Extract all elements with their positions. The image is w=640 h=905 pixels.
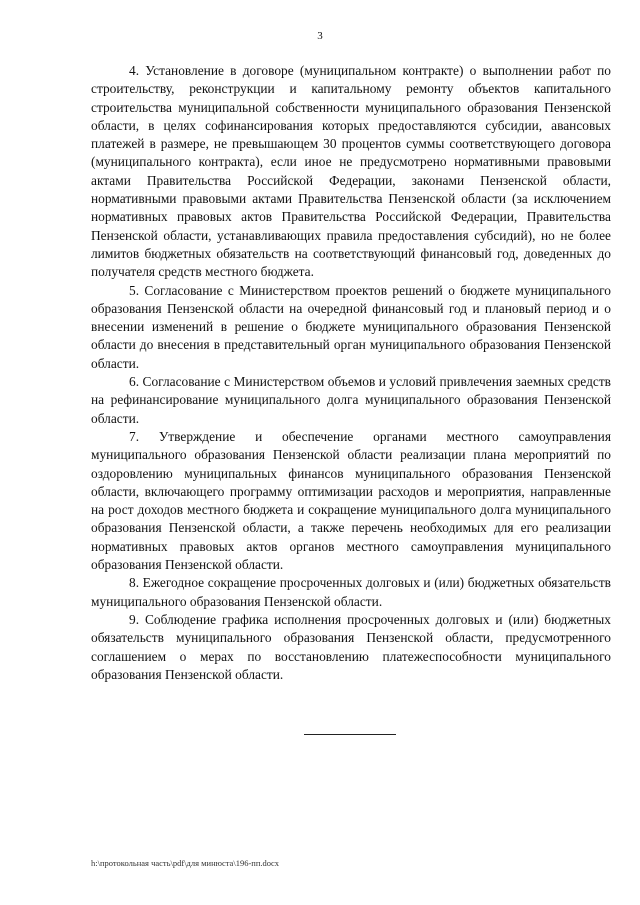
paragraph-item-9: 9. Соблюдение графика исполнения просроченных долговых и (или) бюджетных обязательств муниципального образования Пензенской области, предусмотренного соглашением о мерах по восстановлению платежеспособности муниципального образования Пензенской области. [91, 611, 611, 682]
paragraph-item-4: 4. Установление в договоре (муниципальном контракте) о выполнении работ по строительству, реконструкции и капитальному ремонту объектов капитального строительства муниципальной собственности муниципального образования Пензенской области, в целях софинансирования которых предоставляются субсидии, авансовых платежей в размере, не превышающем 30 процентов суммы соответствующего договора (муниципального контракта), если иное не предусмотрено нормативными правовыми актами Правительства Российской Федерации, законами Пензенской области, нормативными правовыми актами Правительства Пензенской области (за исключением нормативных правовых актов Правительства Российской Федерации, Правительства Пензенской области, устанавливающих правила предоставления субсидий), но не более лимитов бюджетных обязательств на соответствующий финансовый год, доведенных до получателя средств местного бюджета. [91, 63, 611, 280]
document-body [91, 62, 611, 684]
footer-file-path: h:\протокольная часть\pdf\для минюста\196-пп.docx [91, 858, 280, 868]
paragraph-item-6: 6. Согласование с Министерством объемов и условий привлечения заемных средств на рефинансирование муниципального долга муниципального образования Пензенской области. [91, 374, 611, 426]
paragraph-item-7: 7. Утверждение и обеспечение органами местного самоуправления муниципального образования Пензенской области реализации плана мероприятий по оздоровлению муниципальных финансов муниципального образования Пензенской области, включающего программу оптимизации расходов и мероприятия, направленные на рост доходов местного бюджета и сокращение муниципального долга муниципального образования Пензенской области, а также перечень необходимых для его реализации нормативных правовых актов органов местного самоуправления муниципального образования Пензенской области. [91, 428, 611, 573]
page-number: 3 [317, 30, 323, 42]
end-divider [304, 734, 396, 735]
paragraph-item-5: 5. Согласование с Министерством проектов решений о бюджете муниципального образования Пензенской области на очередной финансовый год и плановый период и о внесении изменений в решение о бюджете муниципального образования Пензенской области до внесения в представительный орган муниципального образования Пензенской области. [91, 282, 611, 371]
paragraph-item-8: 8. Ежегодное сокращение просроченных долговых и (или) бюджетных обязательств муниципального образования Пензенской области. [91, 575, 611, 609]
